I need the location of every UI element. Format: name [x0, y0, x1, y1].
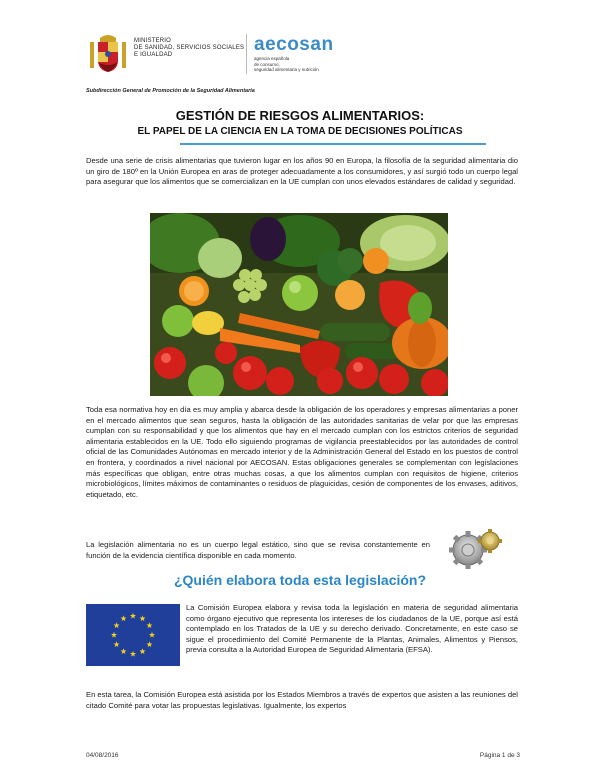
header-divider: [246, 34, 247, 74]
member-states-paragraph: En esta tarea, la Comisión Europea está asistida por los Estados Miembros a través de expertos que asisten a las reuniones del citado Comité para votar las propuestas legislativas. Igualmente, los expertos: [86, 690, 518, 710]
ministry-name: MINISTERIO DE SANIDAD, SERVICIOS SOCIALES E IGUALDAD: [134, 38, 245, 58]
footer-date: 04/08/2016: [86, 752, 119, 759]
subdirection-label: Subdirección General de Promoción de la Seguridad Alimentaria: [86, 88, 255, 94]
fruits-vegetables-photo: [150, 213, 448, 396]
regulations-paragraph: Toda esa normativa hoy en día es muy amplia y abarca desde la obligación de los operadores y empresas alimentarias a poner en el mercado alimentos que sean seguros, hasta la obligación de las autoridades sanitarias de velar por que las empresas cumplan con su responsabilidad y que los alimentos que hay en el mercado cumplan con los estrictos criterios de seguridad alimentaria establecidos en la UE. Todo ello siguiendo programas de vigilancia preestablecidos por las autoridades de control oficial de las Comunidades Autónomas en mercado interior y de la Administración General del Estado en los puestos de control en frontera, y coordinados a nivel nacional por AECOSAN. Estas obligaciones generales se complementan con legislaciones más específicas que obligan, entre otras muchas cosas, a que los alimentos cumplan con requisitos de higiene, criterios microbiológicos, límites máximos de contaminantes o residuos de plaguicidas, cesión de componentes de los envases, aditivos, etiquetado, etc.: [86, 405, 518, 499]
european-commission-paragraph: La Comisión Europea elabora y revisa toda la legislación en materia de seguridad alimentaria como órgano ejecutivo que representa los intereses de los ciudadanos de la UE, porque así está contemplado en los Tratados de la UE y su derecho derivado. Concretamente, en este caso se sigue el procedimiento del Comité Permanente de la Plantas, Animales, Alimentos y Piensos, previa consulta a la Autoridad Europea de Seguridad Alimentaria (EFSA).: [186, 603, 518, 655]
coat-of-arms-icon: [86, 32, 130, 76]
gears-icon: [446, 526, 504, 570]
section-heading-question: ¿Quién elabora toda esta legislación?: [173, 572, 427, 588]
legislation-review-paragraph: La legislación alimentaria no es un cuerpo legal estático, sino que se revisa constantemente en función de la evidencia científica disponible en cada momento.: [86, 540, 430, 560]
document-header: [86, 30, 526, 82]
eu-flag-icon: [86, 604, 180, 666]
title-underline: [180, 143, 486, 145]
footer-page-number: Página 1 de 3: [479, 752, 520, 759]
agency-description: agencia española de consumo, seguridad alimentaria y nutrición: [254, 56, 319, 72]
intro-paragraph: Desde una serie de crisis alimentarias que tuvieron lugar en los años 90 en Europa, la filosofía de la seguridad alimentaria dio un giro de 180º en la Unión Europea en aras de proteger adecuadamente a los consumidores, y así surgió todo un cuerpo legal para asegurar que los alimentos que se comercializan en la UE cumplan con unos elevados estándares de calidad y seguridad.: [86, 156, 518, 187]
document-title: GESTIÓN DE RIESGOS ALIMENTARIOS:: [175, 108, 425, 123]
document-subtitle: EL PAPEL DE LA CIENCIA EN LA TOMA DE DECISIONES POLÍTICAS: [137, 126, 463, 137]
agency-logo: aecosan: [254, 34, 334, 55]
